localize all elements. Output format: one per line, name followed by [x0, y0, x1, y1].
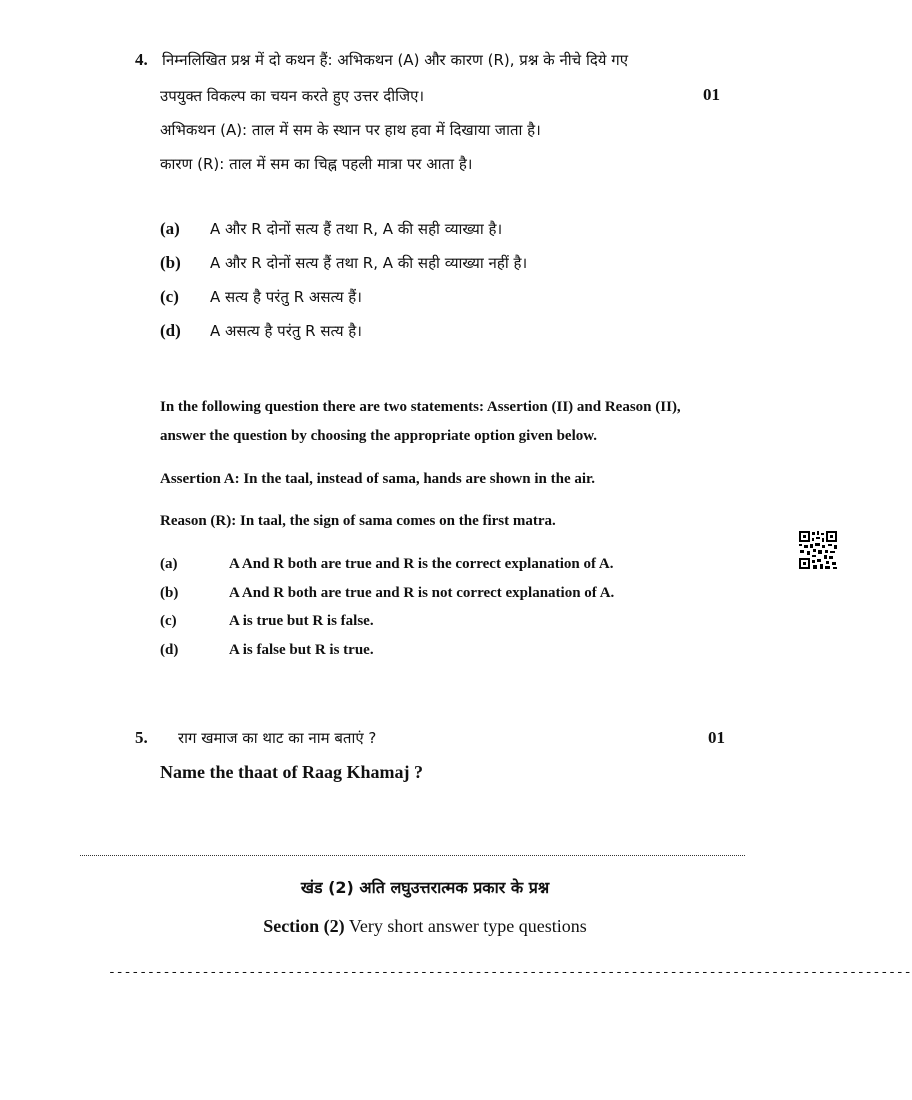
question-5-english: Name the thaat of Raag Khamaj ?: [160, 762, 423, 782]
english-option-c-label: (c): [160, 613, 177, 629]
question-5-number: 5.: [135, 728, 148, 747]
hindi-option-a-text: A और R दोनों सत्य हैं तथा R, A की सही व्याख्या है।: [210, 220, 503, 238]
dotted-divider: [80, 855, 745, 856]
english-option-b-label: (b): [160, 585, 179, 601]
question-4-hindi-line1: निम्नलिखित प्रश्न में दो कथन हैं: अभिकथन (A) और कारण (R), प्रश्न के नीचे दिये गए: [162, 51, 629, 69]
english-reason: Reason (R): In taal, the sign of sama comes on the first matra.: [160, 513, 556, 529]
english-option-c-text: A is true but R is false.: [229, 613, 374, 629]
question-4-reason-hindi: कारण (R): ताल में सम का चिह्न पहली मात्रा पर आता है।: [160, 155, 473, 173]
section-title-hindi: खंड (2) अति लघुउत्तरात्मक प्रकार के प्रश्न: [300, 878, 550, 897]
question-4-marks: 01: [703, 85, 720, 104]
question-4-number: 4.: [135, 50, 148, 69]
english-option-a-text: A And R both are true and R is the correct explanation of A.: [229, 556, 614, 572]
hindi-option-a-label: (a): [160, 219, 180, 238]
hindi-option-d-text: A असत्य है परंतु R सत्य है।: [210, 322, 362, 340]
question-5-hindi: राग खमाज का थाट का नाम बताएं ?: [178, 729, 377, 747]
english-intro-line1: In the following question there are two statements: Assertion (II) and Reason (II),: [160, 399, 681, 415]
hindi-option-b-text: A और R दोनों सत्य हैं तथा R, A की सही व्याख्या नहीं है।: [210, 254, 528, 272]
english-intro-line2: answer the question by choosing the appropriate option given below.: [160, 428, 597, 444]
question-4-assertion-hindi: अभिकथन (A): ताल में सम के स्थान पर हाथ हवा में दिखाया जाता है।: [160, 121, 541, 139]
english-option-b-text: A And R both are true and R is not correct explanation of A.: [229, 585, 615, 601]
english-option-d-label: (d): [160, 642, 179, 658]
english-option-d-text: A is false but R is true.: [229, 642, 374, 658]
question-5-marks: 01: [708, 728, 725, 747]
hindi-option-c-text: A सत्य है परंतु R असत्य हैं।: [210, 288, 362, 306]
english-option-a-label: (a): [160, 556, 178, 572]
english-assertion: Assertion A: In the taal, instead of sama, hands are shown in the air.: [160, 471, 596, 487]
qr-code-icon: [798, 530, 838, 570]
hindi-option-c-label: (c): [160, 287, 179, 306]
section-title-english: [0, 916, 850, 937]
question-4-hindi-line2: उपयुक्त विकल्प का चयन करते हुए उत्तर दीजिए।: [160, 87, 425, 105]
section-number: Section (2): [263, 916, 345, 936]
dashed-divider: -------------------------------------------------------------------------------------------------------: [108, 965, 912, 980]
hindi-option-b-label: (b): [160, 253, 181, 272]
section-description: Very short answer type questions: [344, 916, 587, 936]
hindi-option-d-label: (d): [160, 321, 181, 340]
